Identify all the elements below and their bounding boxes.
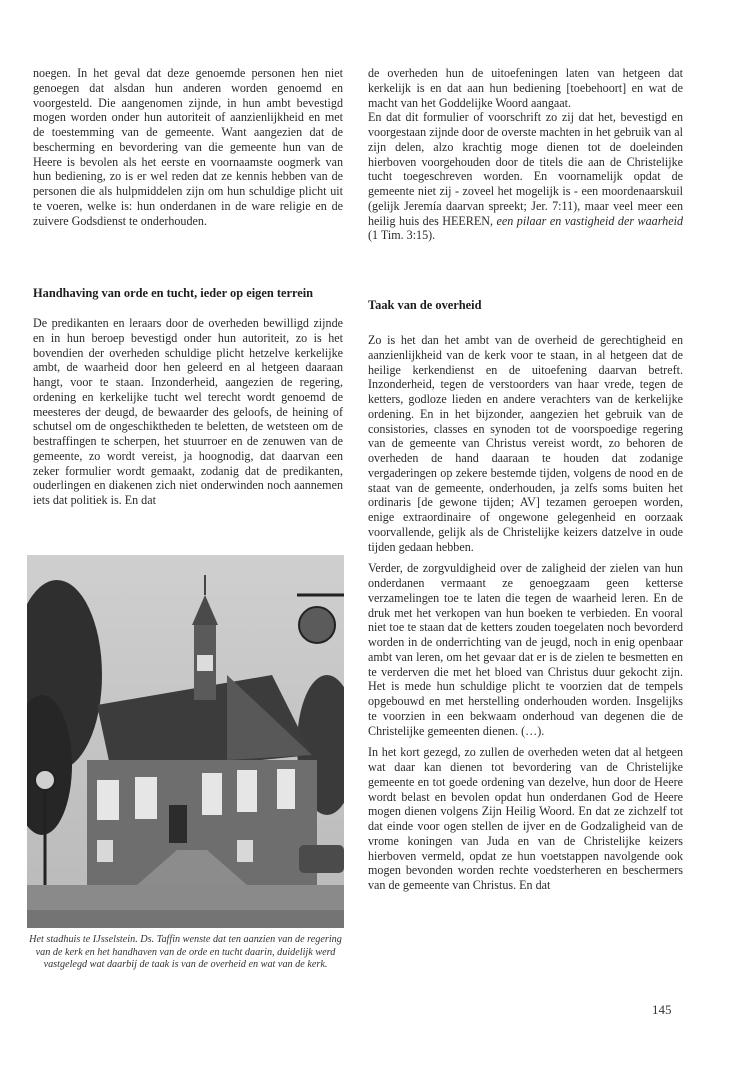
- left-column-body: [33, 316, 343, 515]
- left-paragraph-2: De predikanten en leraars door de overheden bewilligd zijnde en in hun beroep bevestigd onder hun autoriteit, zo is het bovendien der overheden schuldige plicht hetzelve kerkelijke ambt, de waarheid door hen geleerd en al hetgeen daaraan hangt, voor te staan. Inzonderheid, aangezien de regering, ordening en kerkelijke tucht wel terecht wordt genoemd de meesteres der deugd, de bewaarder des geloofs, de heining of schutsel om de ongeschiktheden te beletten, de wetsteen om de bestraffingen te scherpen, het stuurroer en de zenuwen van de gemeente, zo wordt vereist, ja hoognodig, dat daarvan een zeker formulier wordt gemaakt, zodanig dat de predikanten, ouderlingen en diakenen zich niet onderwinden noch aannemen iets dat politiek is. En dat: [33, 316, 343, 507]
- right-paragraph-2-start: En dat dit formulier of voorschrift zo zij dat het, bevestigd en voorgestaan zijnde door de overste machten in het gebruik van al zijn delen, alzo krachtig moge dienen tot de doeleinden hierboven voorgehouden door de titels die aan de Christelijke tucht toegeschreven worden. En voornamelijk opdat de gemeente niet zij - zoveel het mogelijk is - een moordenaarskuil (gelijk Jeremía daarvan spreekt; Jer. 7:11), maar veel meer een heilig huis des HEEREN,: [368, 110, 683, 228]
- left-column-top: [33, 66, 343, 235]
- left-paragraph-1: noegen. In het geval dat deze genoemde personen hen niet genoegen dat alsdan hun anderen worden genoemd en voorgesteld. Die aangenomen zijnde, in hun ambt bevestigd mogen worden onder hun autoriteit of aanzienlijkheid en met de toestemming van de gemeente. Want aangezien dat de bescherming en bevordering van die gemeente hun van de Heere is bevolen als het eerste en voornaamste oogmerk van hun bediening, zo is er wel reden dat ze kennis hebben van de personen die als hulpmiddelen zijn om hun schuldige plicht uit te voeren, welke is: hun onderdanen in de ware religie en de zuivere Godsdienst te onderhouden.: [33, 66, 343, 228]
- page-number: 145: [652, 1002, 672, 1017]
- scripture-quote: een pilaar en vastigheid der waarheid: [496, 213, 683, 228]
- right-column-top: [368, 66, 683, 257]
- right-column-body: [368, 333, 683, 900]
- right-paragraph-4: Verder, de zorgvuldigheid over de zaligheid der zielen van hun onderdanen vermaant ze genoegzaam geen ketterse verzamelingen toe te laten die tegen de waarheid leren. En de druk met het verkopen van hun boeken te verbieden. En vooral niet toe te staan dat de ketters zouden toegelaten noch bevorderd worden in de onderrichting van de jeugd, noch in enig openbaar ambt van leren, om het gevaar dat er is de zielen te besmetten en te verderven die met het bloed van Christus duur gekocht zijn. Het is mede hun schuldige plicht te voorzien dat de tempels opgebouwd en met herstelling onderhouden worden. Insgelijks te voorzien in een bekwaam onderhoud van degenen die de Christelijke gemeenten dienen. (…).: [368, 561, 683, 738]
- right-paragraph-3: Zo is het dan het ambt van de overheid de gerechtigheid en aanzienlijkheid van de kerk voor te staan, in al hetgeen dat de heilige kerkendienst en de uitoefening daarvan betreft. Inzonderheid, tegen de verstoorders van haar vrede, tegen de ketters, godloze lieden en andere verachters van de kerkelijke ordening. En in het bijzonder, aangezien het gebruik van de consistories, classes en synoden tot de voorspoedige regering van de gemeente van Christus vereist wordt, zo behoren de overheden de hand daaraan te houden dat zodanige vergaderingen op zekere bestemde tijden, volgens de nood en de staat van de gemeente, onderhouden, ja zelfs soms buiten het ordinaris [de gewone tijden; AV] tezamen geroepen worden, enige extraordinaire of ongewone gelegenheid en oorzaak voorvallende, gelijk als de Christelijke keizers datzelve in oude tijden gedaan hebben.: [368, 333, 683, 554]
- right-paragraph-1: de overheden hun de uitoefeningen laten van hetgeen dat kerkelijk is en dat aan hun bediening [toebehoort] en wat de macht van het Goddelijke Woord aangaat.: [368, 66, 683, 110]
- photo-caption: Het stadhuis te IJsselstein. Ds. Taffin wenste dat ten aanzien van de regering van de kerk en het handhaven van de orde en tucht daarin, duidelijk werd vastgelegd wat daarbij de taak is van de overheid en wat van de kerk.: [29, 934, 342, 971]
- town-hall-photo: [27, 555, 344, 928]
- right-paragraph-2-end: (1 Tim. 3:15).: [368, 228, 436, 243]
- heading-handhaving: Handhaving van orde en tucht, ieder op eigen terrein: [33, 286, 314, 300]
- right-paragraph-2: [368, 110, 683, 243]
- right-paragraph-5: In het kort gezegd, zo zullen de overheden weten dat al hetgeen wat daar kan dienen tot bevordering van de Christelijke gemeente en tot goede ordening van dezelve, hun door de Heere wordt belast en bevolen opdat hun onderdanen God de Heere mogen dienen volgens Zijn Heilig Woord. En dat ze zichzelf tot dat einde voor ogen stellen de ijver en de Godzaligheid van de vrome koningen van Juda en van de Christelijke keizers hierboven vermeld, opdat ze hun voetstappen navolgende ook mogen bevonden worden rechte voedsterheren en beschermers van de gemeente van Christus. En dat: [368, 745, 683, 892]
- heading-taak: Taak van de overheid: [368, 298, 482, 312]
- section-heading-government: [368, 298, 683, 313]
- town-hall-illustration: [27, 555, 344, 928]
- section-heading-order: [33, 286, 353, 301]
